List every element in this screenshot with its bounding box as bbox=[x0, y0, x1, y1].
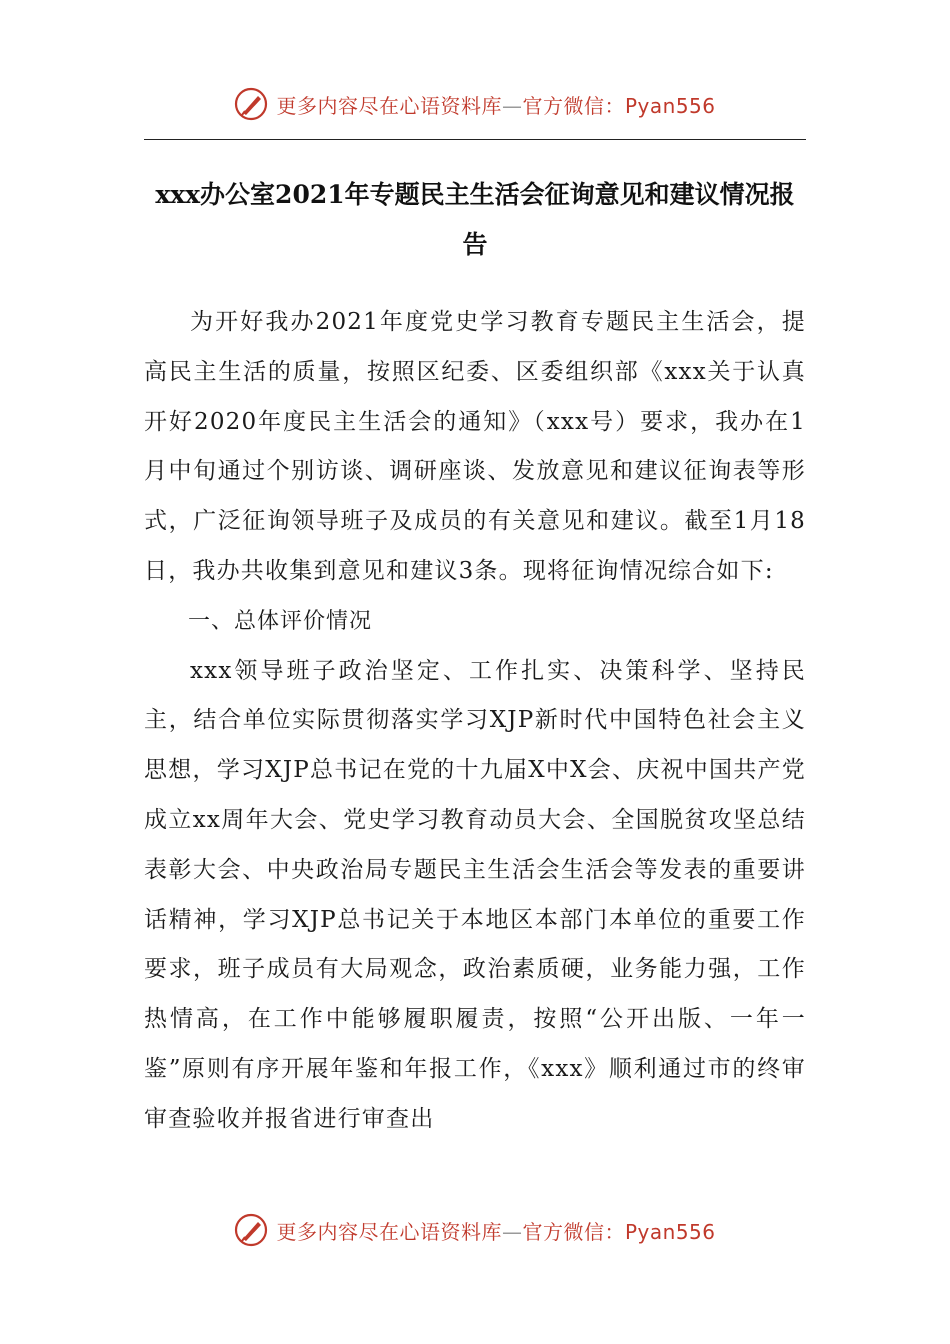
section-heading: 一、总体评价情况 bbox=[188, 608, 373, 634]
watermark-separator: — bbox=[501, 1219, 523, 1244]
watermark-wechat-id: Pyan556 bbox=[624, 93, 716, 118]
watermark-wechat-label: 官方微信： bbox=[522, 1219, 625, 1244]
quill-logo-icon bbox=[234, 1213, 268, 1247]
header-rule bbox=[144, 139, 806, 140]
watermark-separator: — bbox=[501, 93, 523, 118]
watermark-banner-bottom bbox=[0, 1210, 950, 1250]
watermark-wechat-id: Pyan556 bbox=[624, 1219, 716, 1244]
watermark-brand: 更多内容尽在心语资料库 bbox=[276, 93, 502, 118]
watermark-brand: 更多内容尽在心语资料库 bbox=[276, 1219, 502, 1244]
paragraph-evaluation: xxx领导班子政治坚定、工作扎实、决策科学、坚持民主，结合单位实际贯彻落实学习XJP新时代中国特色社会主义思想，学习XJP总书记在党的十九届X中X会、庆祝中国共产党成立xx周年大会、党史学习教育动员大会、全国脱贫攻坚总结表彰大会、中央政治局专题民主生活会生活会等发表的重要讲话精神，学习XJP总书记关于本地区本部门本单位的重要工作要求，班子成员有大局观念，政治素质硬，业务能力强，工作热情高，在工作中能够履职履责，按照“公开出版、一年一鉴”原则有序开展年鉴和年报工作，《xxx》顺利通过市的终审审查验收并报省进行审查出 bbox=[144, 657, 806, 1132]
paragraph-intro: 为开好我办2021年度党史学习教育专题民主生活会，提高民主生活的质量，按照区纪委、区委组织部《xxx关于认真开好2020年度民主生活会的通知》（xxx号）要求，我办在1月中旬通过个别访谈、调研座谈、发放意见和建议征询表等形式，广泛征询领导班子及成员的有关意见和建议。截至1月18日，我办共收集到意见和建议3条。现将征询情况综合如下: bbox=[144, 309, 806, 584]
document-body bbox=[144, 298, 806, 1145]
quill-logo-icon bbox=[234, 87, 268, 121]
watermark-text bbox=[276, 1216, 715, 1245]
document-title: xxx办公室2021年专题民主生活会征询意见和建议情况报告 bbox=[155, 180, 795, 259]
watermark-wechat-label: 官方微信： bbox=[522, 93, 625, 118]
watermark-banner-top bbox=[0, 84, 950, 124]
watermark-text bbox=[276, 90, 715, 119]
